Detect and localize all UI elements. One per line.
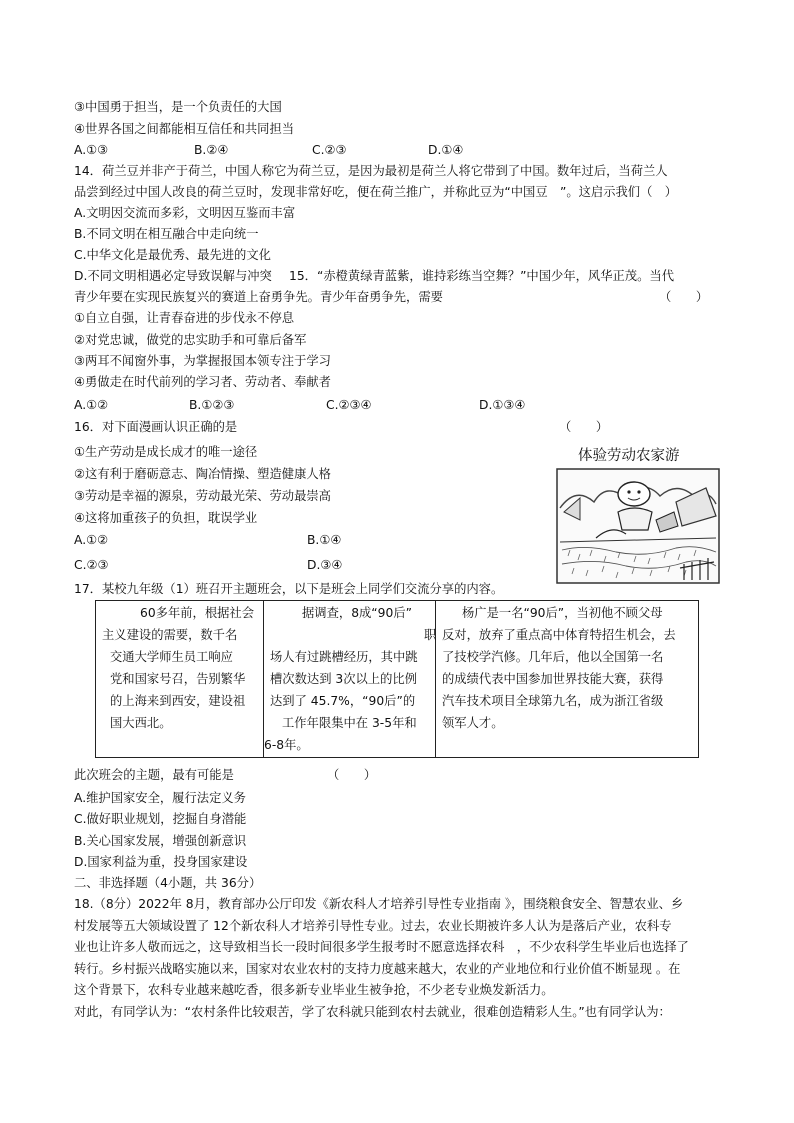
cartoon-title: 体验劳动农家游 (578, 448, 680, 464)
cell2-line: 槽次数达到 3次以上的比例 (270, 672, 417, 686)
cell2-line: 6-8年。 (264, 738, 309, 752)
q17-choice-a: A.维护国家安全，履行法定义务 (74, 791, 246, 805)
q17-choice-d: D.国家利益为重，投身国家建设 (74, 855, 248, 869)
table-cell-1 (96, 601, 264, 757)
q15-stem-line-1: 15．“赤橙黄绿青蓝紫，谁持彩练当空舞？”中国少年，风华正茂。当代 (289, 269, 674, 283)
q18-line: 这个背景下，农科专业越来越吃香，很多新专业毕业生被争抢，不少老专业焕发新活力。 (74, 983, 554, 997)
q14-choice-d: D.不同文明相遇必定导致误解与冲突 (74, 269, 272, 283)
q16-item-3: ③劳动是幸福的源泉，劳动最光荣、劳动最崇高 (74, 489, 331, 503)
q15-item-1: ①自立自强，让青春奋进的步伐永不停息 (74, 311, 295, 325)
q16-choice-b: B.①④ (307, 533, 342, 547)
q17-material-table (95, 600, 699, 758)
cell1-line: 主义建设的需要，数千名 (102, 628, 238, 642)
q15-stem-line-2: 青少年要在实现民族复兴的赛道上奋勇争先。青少年奋勇争先，需要 (74, 290, 443, 304)
cell1-line: 交通大学师生员工响应 (110, 650, 233, 664)
farm-labor-cartoon-image (556, 468, 720, 584)
q17-question: 此次班会的主题，最有可能是 (74, 768, 234, 782)
q13-choice-d: D.①④ (428, 143, 464, 157)
q16-item-2: ②这有利于磨砺意志、陶冶情操、塑造健康人格 (74, 467, 331, 481)
table-cell-2 (264, 601, 436, 757)
q15-choice-a: A.①② (74, 398, 109, 412)
cell3-line: 领军人才。 (442, 716, 504, 730)
q18-line: 转行。乡村振兴战略实施以来，国家对农业农村的支持力度越来越大，农业的产业地位和行业价值不断显现 。在 (74, 962, 681, 976)
q15-item-2: ②对党忠诚，做党的忠实助手和可靠后备军 (74, 333, 307, 347)
q14-choice-b: B.不同文明在相互融合中走向统一 (74, 227, 259, 241)
cell2-line: 职 (424, 628, 437, 642)
cell1-line: 的上海来到西安，建设祖 (110, 694, 246, 708)
q15-item-4: ④勇做走在时代前列的学习者、劳动者、奉献者 (74, 375, 331, 389)
q18-line: 对此，有同学认为：“农村条件比较艰苦，学了农科就只能到农村去就业，很难创造精彩人生。”也有同学认为： (74, 1005, 671, 1019)
cell3-line: 了技校学汽修。几年后，他以全国第一名 (442, 650, 664, 664)
q14-stem-line-2: 品尝到经过中国人改良的荷兰豆时，发现非常好吃，便在荷兰推广，并称此豆为“中国豆 ”。这启示我们（ ） (74, 185, 677, 199)
q16-choice-d: D.③④ (307, 558, 343, 572)
section-heading: 二、非选择题（4小题，共 36分） (74, 876, 262, 890)
q17-choice-c: C.做好职业规划，挖掘自身潜能 (74, 812, 247, 826)
q16-choice-c: C.②③ (74, 558, 109, 572)
q14-stem-line-1: 14．荷兰豆并非产于荷兰，中国人称它为荷兰豆，是因为最初是荷兰人将它带到了中国。数年过后，当荷兰人 (74, 164, 668, 178)
q13-option-4: ④世界各国之间都能相互信任和共同担当 (74, 122, 295, 136)
q16-item-4: ④这将加重孩子的负担，耽误学业 (74, 511, 258, 525)
cell2-line: 据调查，8成“90后” (302, 606, 412, 620)
q17-answer-bracket: （ ） (327, 768, 377, 782)
cell2-line: 达到了 45.7%，“90后”的 (270, 694, 416, 708)
cell2-line: 工作年限集中在 3-5年和 (282, 716, 417, 730)
q15-answer-bracket: （ ） (659, 290, 709, 304)
table-cell-3 (436, 601, 698, 757)
q16-stem: 16．对下面漫画认识正确的是 (74, 420, 238, 434)
q13-choice-c: C.②③ (312, 143, 347, 157)
q18-line: 18.（8分）2022年 8月，教育部办公厅印发《新农科人才培养引导性专业指南 》，围绕粮食安全、智慧农业、乡 (74, 897, 684, 911)
q13-option-3: ③中国勇于担当，是一个负责任的大国 (74, 100, 282, 114)
cell1-line: 党和国家号召，告别繁华 (110, 672, 246, 686)
q16-answer-bracket: （ ） (559, 420, 609, 434)
cell3-line: 的成绩代表中国参加世界技能大赛，获得 (442, 672, 664, 686)
cell2-line: 场人有过跳槽经历，其中跳 (270, 650, 418, 664)
q18-line: 业也让许多人敬而远之，这导致相当长一段时间很多学生报考时不愿意选择农科 ，不少农科学生毕业后也选择了 (74, 940, 689, 954)
q16-choice-a: A.①② (74, 533, 109, 547)
q14-choice-a: A.文明因交流而多彩，文明因互鉴而丰富 (74, 206, 296, 220)
cell3-line: 杨广是一名“90后”，当初他不顾父母 (462, 606, 663, 620)
q17-choice-b: B.关心国家发展，增强创新意识 (74, 834, 247, 848)
q17-stem: 17．某校九年级（1）班召开主题班会，以下是班会上同学们交流分享的内容。 (74, 582, 504, 596)
q15-item-3: ③两耳不闻窗外事，为掌握报国本领专注于学习 (74, 354, 331, 368)
cell1-line: 国大西北。 (110, 716, 172, 730)
q15-choice-b: B.①②③ (189, 398, 235, 412)
cell1-line: 60多年前，根据社会 (140, 606, 255, 620)
q15-choice-d: D.①③④ (479, 398, 526, 412)
q16-item-1: ①生产劳动是成长成才的唯一途径 (74, 445, 258, 459)
q13-choice-a: A.①③ (74, 143, 109, 157)
q18-line: 村发展等五大领域设置了 12个新农科人才培养引导性专业。过去，农业长期被许多人认为是落后产业，农科专 (74, 919, 672, 933)
q15-choice-c: C.②③④ (326, 398, 372, 412)
q14-choice-c: C.中华文化是最优秀、最先进的文化 (74, 248, 271, 262)
cell3-line: 汽车技术项目全球第九名，成为浙江省级 (442, 694, 664, 708)
q13-choice-b: B.②④ (194, 143, 229, 157)
cell3-line: 反对，放弃了重点高中体育特招生机会，去 (442, 628, 676, 642)
